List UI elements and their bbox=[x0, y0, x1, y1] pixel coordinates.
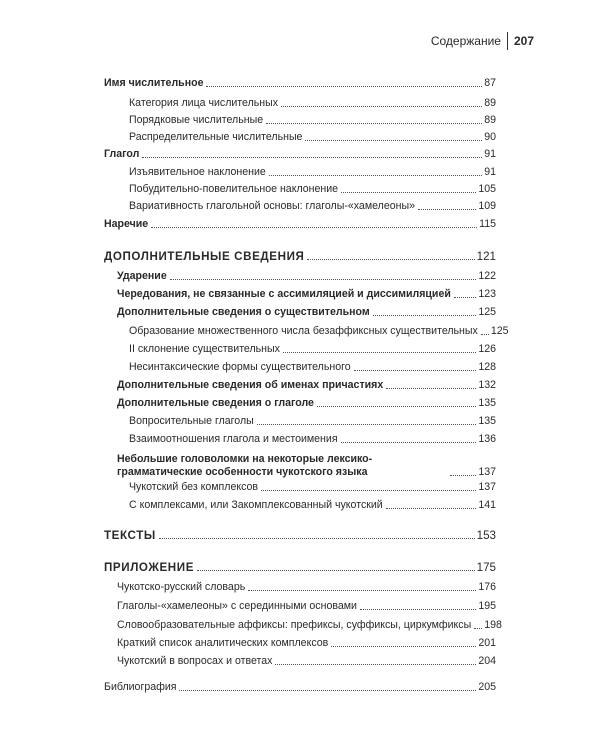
toc-entry[interactable] bbox=[117, 581, 496, 594]
leader-dots bbox=[142, 157, 482, 158]
toc-entry[interactable] bbox=[129, 361, 496, 374]
toc-entry[interactable] bbox=[117, 397, 496, 410]
toc-entry-title: Вариативность глагольной основы: глаголы-«хамелеоны» bbox=[129, 200, 415, 212]
toc-entry[interactable] bbox=[129, 343, 496, 356]
leader-dots bbox=[360, 609, 476, 610]
leader-dots bbox=[305, 140, 482, 141]
toc-section[interactable] bbox=[104, 250, 496, 263]
toc-entry-page: 195 bbox=[478, 600, 496, 612]
toc-entry-page: 109 bbox=[478, 200, 496, 212]
toc-entry[interactable] bbox=[104, 148, 496, 161]
toc-entry-page: 90 bbox=[484, 131, 496, 143]
toc-section[interactable] bbox=[104, 561, 496, 574]
toc-entry[interactable] bbox=[117, 600, 496, 613]
toc-entry-page: 136 bbox=[478, 433, 496, 445]
toc-entry[interactable] bbox=[117, 270, 496, 283]
toc-entry-page: 105 bbox=[478, 183, 496, 195]
toc-entry-page: 135 bbox=[478, 415, 496, 427]
leader-dots bbox=[341, 192, 476, 193]
toc-entry-page: 115 bbox=[479, 218, 496, 230]
toc-entry-title: Распределительные числительные bbox=[129, 131, 303, 143]
toc-entry-title: Дополнительные сведения о глаголе bbox=[117, 397, 314, 409]
toc-entry[interactable] bbox=[104, 77, 496, 90]
leader-dots bbox=[474, 628, 482, 629]
toc-entry[interactable] bbox=[117, 379, 496, 392]
toc-entry-title: Чукотский без комплексов bbox=[129, 481, 259, 493]
leader-dots bbox=[197, 570, 475, 571]
toc-entry[interactable] bbox=[129, 97, 496, 110]
toc-section[interactable] bbox=[104, 529, 496, 542]
toc-entry-title: Чукотский в вопросах и ответах bbox=[117, 655, 273, 667]
toc-entry[interactable] bbox=[129, 415, 496, 428]
leader-dots bbox=[170, 279, 477, 280]
toc-entry-title: Образование множественного числа безаффиксных существительных bbox=[129, 325, 478, 337]
toc-entry[interactable] bbox=[117, 453, 496, 479]
toc-entry-page: 121 bbox=[476, 250, 496, 263]
leader-dots bbox=[179, 690, 476, 691]
running-header bbox=[431, 32, 534, 50]
toc-entry-title: Краткий список аналитических комплексов bbox=[117, 637, 329, 649]
toc-entry-page: 137 bbox=[478, 481, 496, 493]
toc-entry-title: С комплексами, или Закомплексованный чукотский bbox=[129, 499, 383, 511]
toc-entry[interactable] bbox=[117, 288, 496, 301]
leader-dots bbox=[307, 259, 474, 260]
toc-entry[interactable] bbox=[117, 637, 496, 650]
toc-entry-page: 135 bbox=[478, 397, 496, 409]
toc-entry-page: 87 bbox=[484, 77, 496, 89]
toc-entry[interactable] bbox=[129, 114, 496, 127]
toc-entry-page: 125 bbox=[478, 306, 496, 318]
toc-entry[interactable] bbox=[129, 481, 496, 494]
header-title: Содержание bbox=[430, 34, 501, 48]
page-number: 207 bbox=[513, 34, 534, 48]
toc-entry-title: Глаголы-«хамелеоны» с серединными основами bbox=[117, 600, 357, 612]
toc-entry[interactable] bbox=[129, 499, 496, 512]
leader-dots bbox=[151, 227, 477, 228]
toc-entry-title: Имя числительное bbox=[104, 77, 204, 89]
toc-entry-page: 123 bbox=[478, 288, 496, 300]
toc-entry-page: 126 bbox=[478, 343, 496, 355]
toc-entry-title: Несинтаксические формы существительного bbox=[129, 361, 351, 373]
leader-dots bbox=[331, 646, 476, 647]
toc-entry-title: Вопросительные глаголы bbox=[129, 415, 254, 427]
toc-entry-title: Библиография bbox=[104, 681, 177, 693]
toc-entry-title: Побудительно-повелительное наклонение bbox=[129, 183, 339, 195]
toc-entry-title: Небольшие головоломки на некоторые лексико-грамматические особенности чукотского языка bbox=[117, 453, 373, 478]
toc-entry-page: 201 bbox=[478, 637, 496, 649]
toc-entry-page: 89 bbox=[484, 97, 496, 109]
toc-entry[interactable] bbox=[129, 131, 496, 144]
toc-entry-page: 89 bbox=[484, 114, 496, 126]
leader-dots bbox=[386, 388, 476, 389]
toc-entry-title: Изъявительное наклонение bbox=[129, 166, 266, 178]
toc-entry-page: 204 bbox=[478, 655, 496, 667]
leader-dots bbox=[281, 106, 482, 107]
toc-entry-title: Категория лица числительных bbox=[129, 97, 279, 109]
toc-entry-page: 91 bbox=[484, 148, 496, 160]
leader-dots bbox=[481, 334, 489, 335]
leader-dots bbox=[283, 352, 476, 353]
leader-dots bbox=[257, 424, 477, 425]
toc-entry-title: Наречие bbox=[104, 218, 149, 230]
toc-entry-page: 132 bbox=[478, 379, 496, 391]
leader-dots bbox=[261, 490, 476, 491]
leader-dots bbox=[206, 86, 482, 87]
toc-entry-title: Взаимоотношения глагола и местоимения bbox=[129, 433, 338, 445]
toc-entry-title: Словообразовательные аффиксы: префиксы, суффиксы, циркумфиксы bbox=[117, 619, 472, 631]
toc-entry-page: 176 bbox=[478, 581, 496, 593]
toc-entry-page: 137 bbox=[478, 466, 496, 478]
toc-section-title: ДОПОЛНИТЕЛЬНЫЕ СВЕДЕНИЯ bbox=[104, 250, 305, 263]
toc-entry-page: 198 bbox=[484, 619, 502, 631]
leader-dots bbox=[248, 590, 476, 591]
leader-dots bbox=[266, 123, 482, 124]
toc-section-title: ПРИЛОЖЕНИЕ bbox=[104, 561, 195, 574]
toc-entry-page: 205 bbox=[478, 681, 496, 693]
toc-entry-title: Чукотско-русский словарь bbox=[117, 581, 246, 593]
leader-dots bbox=[386, 508, 477, 509]
toc-entry-title: Глагол bbox=[104, 148, 140, 160]
toc-entry-title: Порядковые числительные bbox=[129, 114, 264, 126]
leader-dots bbox=[159, 538, 475, 539]
toc-entry-page: 122 bbox=[478, 270, 496, 282]
toc-entry-title: Дополнительные сведения о существительном bbox=[117, 306, 370, 318]
toc-entry[interactable] bbox=[104, 218, 496, 231]
leader-dots bbox=[450, 475, 476, 476]
toc-entry-page: 128 bbox=[478, 361, 496, 373]
leader-dots bbox=[275, 664, 476, 665]
toc-entry[interactable] bbox=[117, 655, 496, 668]
leader-dots bbox=[317, 406, 476, 407]
toc-entry-title: Чередования, не связанные с ассимиляцией и диссимиляцией bbox=[117, 288, 451, 300]
toc-entry[interactable] bbox=[129, 166, 496, 179]
leader-dots bbox=[418, 209, 476, 210]
toc-entry[interactable] bbox=[117, 619, 502, 632]
toc-entry-title: Ударение bbox=[117, 270, 167, 282]
toc-entry[interactable] bbox=[129, 200, 496, 213]
toc-entry-title: Дополнительные сведения об именах причастиях bbox=[117, 379, 384, 391]
toc-entry-page: 91 bbox=[484, 166, 496, 178]
toc-entry[interactable] bbox=[117, 306, 496, 319]
toc-entry[interactable] bbox=[129, 433, 496, 446]
toc-entry[interactable] bbox=[129, 325, 509, 338]
toc-entry-page: 153 bbox=[476, 529, 496, 542]
toc-entry[interactable] bbox=[129, 183, 496, 196]
toc-entry-title: II склонение существительных bbox=[129, 343, 280, 355]
leader-dots bbox=[373, 315, 477, 316]
toc-entry-page: 141 bbox=[478, 499, 496, 511]
toc-entry[interactable] bbox=[104, 681, 496, 694]
leader-dots bbox=[354, 370, 477, 371]
toc-section-title: ТЕКСТЫ bbox=[104, 529, 156, 542]
leader-dots bbox=[341, 442, 477, 443]
leader-dots bbox=[269, 175, 482, 176]
toc-entry-page: 125 bbox=[490, 325, 509, 337]
leader-dots bbox=[454, 297, 476, 298]
toc-entry-page: 175 bbox=[476, 561, 496, 574]
